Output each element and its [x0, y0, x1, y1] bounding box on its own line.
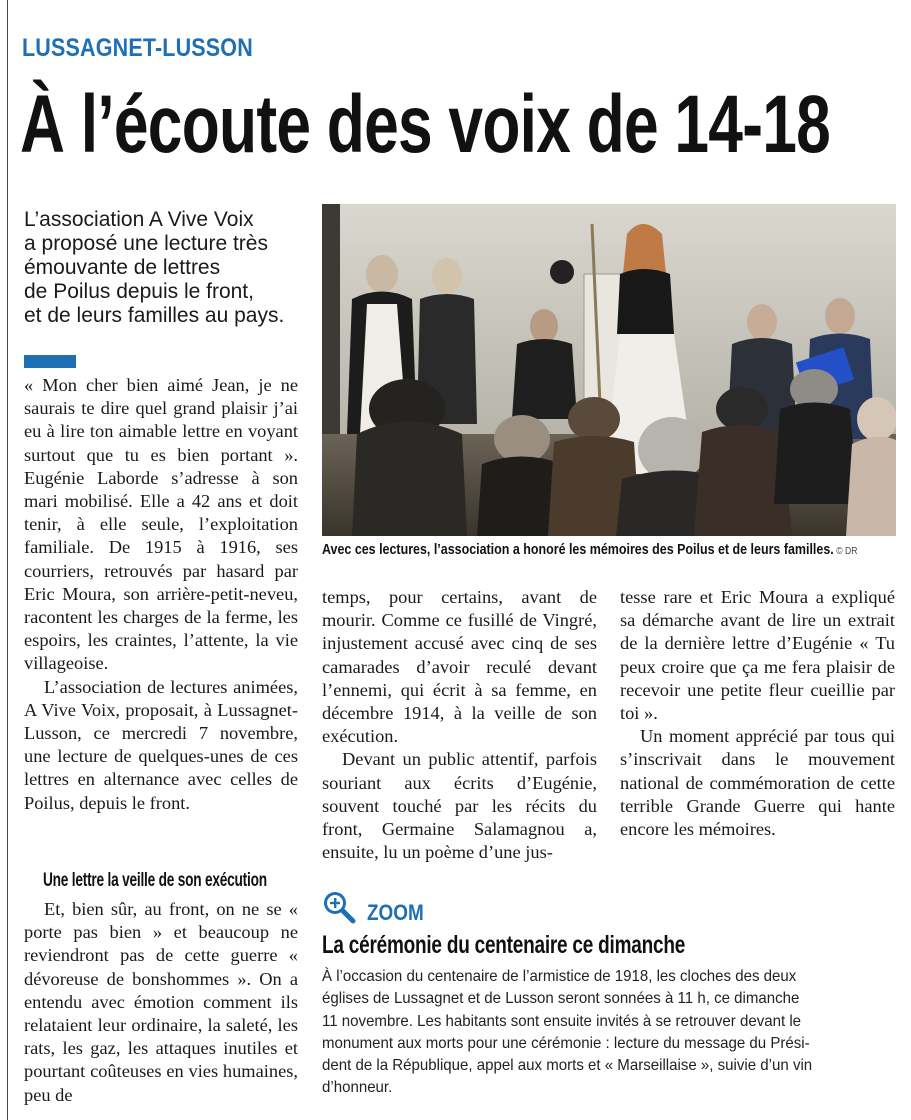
article-headline: À l’écoute des voix de 14-18	[20, 79, 831, 170]
body-paragraph: « Mon cher bien aimé Jean, je ne saurais te dire quel grand plaisir j’ai eu à lire ton aimable lettre en voyant surtout que tu es bien portant ». Eugénie Laborde s’adresse à son mari mobilisé. Elle a 42 ans et doit tenir, à elle seule, l’exploitation familiale. De 1915 à 1916, ses courriers, retrouvés par hasard par Eric Moura, son arrière-petit-neveu, racontent les charges de la ferme, les espoirs, les craintes, l’attente, la vie villageoise.	[24, 375, 298, 674]
zoom-line: À l’occasion du centenaire de l’armistice de 1918, les cloches des deux	[322, 968, 797, 985]
body-paragraph: tesse rare et Eric Moura a expliqué sa démarche avant de lire un extrait de la dernière lettre d’Eugénie « Tu peux croire que ça me fera plaisir de recevoir une petite fleur cueillie par toi ».	[620, 587, 895, 724]
intro-line: émouvante de lettres	[24, 256, 221, 279]
body-column-2	[322, 586, 597, 864]
body-paragraph: Un moment apprécié par tous qui s’inscrivait dans le mouvement national de commémoration de cette terrible Grande Guerre qui hante encore les mémoires.	[620, 726, 895, 840]
body-paragraph: Et, bien sûr, au front, on ne se « porte pas bien » et beaucoup ne reviendront pas de cette guerre « dévoreuse de bonshommes ». On a entendu avec émotion comment ils relataient leur ordinaire, la saleté, les rats, les gaz, les attaques inutiles et pourtant coûteuses en vies humaines, peu de	[24, 899, 298, 1105]
article-intro	[24, 208, 324, 328]
zoom-label: ZOOM	[367, 900, 424, 925]
photo-credit: © DR	[836, 546, 858, 557]
intro-line: de Poilus depuis le front,	[24, 280, 254, 303]
zoom-body	[322, 966, 882, 1100]
page-edge-rule	[7, 0, 8, 1120]
zoom-line: dent de la République, appel aux morts et « Marseillaise », suivie d’un vin	[322, 1057, 813, 1075]
body-paragraph: L’association de lectures animées, A Vive Voix, proposait, à Lussagnet-Lusson, ce mercredi 7 novembre, une lecture de quelques-unes de ces lettres en alternance avec celles de Poilus, depuis le front.	[24, 676, 298, 813]
body-column-1	[24, 374, 298, 815]
zoom-line: 11 novembre. Les habitants sont ensuite invités à se retrouver devant le	[322, 1012, 802, 1030]
zoom-line: églises de Lussagnet et de Lusson seront sonnées à 11 h, ce dimanche	[322, 990, 800, 1008]
photo-caption	[322, 542, 858, 560]
photo-illustration	[322, 204, 896, 536]
accent-bar	[24, 355, 76, 368]
section-kicker: LUSSAGNET-LUSSON	[22, 34, 253, 62]
intro-line: a proposé une lecture très	[24, 232, 268, 255]
article-photo	[322, 204, 896, 536]
body-column-1-continued	[24, 898, 298, 1107]
intro-line: et de leurs familles au pays.	[24, 304, 285, 327]
zoom-title: La cérémonie du centenaire ce dimanche	[322, 931, 686, 959]
article-subhead: Une lettre la veille de son exécution	[43, 870, 267, 891]
body-column-3	[620, 586, 895, 841]
magnifier-plus-icon	[322, 890, 356, 924]
body-paragraph: Devant un public attentif, parfois souriant aux écrits d’Eugénie, souvent touché par les récits du front, Germaine Salamagnou a, ensuite, lu un poème d’une jus-	[322, 749, 597, 863]
caption-text: Avec ces lectures, l’association a honoré les mémoires des Poilus et de leurs familles.	[322, 542, 834, 558]
intro-line: L’association A Vive Voix	[24, 208, 254, 231]
zoom-line: monument aux morts pour une cérémonie : lecture du message du Prési-	[322, 1034, 810, 1052]
zoom-line: d’honneur.	[322, 1079, 393, 1097]
body-paragraph: temps, pour certains, avant de mourir. Comme ce fusillé de Vingré, injustement accusé avec cinq de ses camarades d’avoir reculé devant l’ennemi, qui écrit à sa femme, en décembre 1914, à la veille de son exécution.	[322, 587, 597, 747]
